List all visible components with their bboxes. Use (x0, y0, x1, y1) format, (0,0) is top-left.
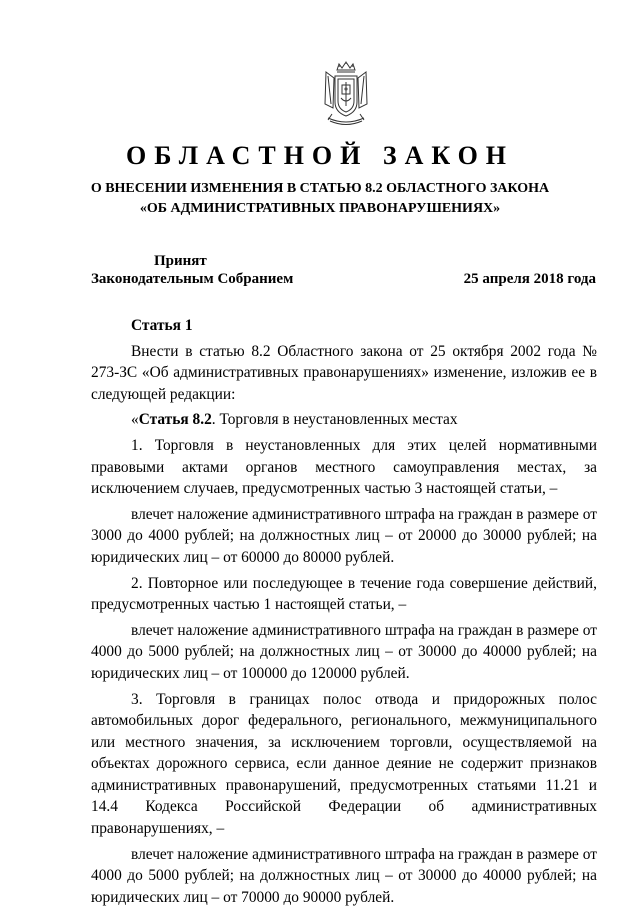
adopted-label: Принят (154, 253, 207, 269)
law-subtitle-line-2: «ОБ АДМИНИСТРАТИВНЫХ ПРАВОНАРУШЕНИЯХ» (139, 201, 501, 216)
paragraph-1: 1. Торговля в неустановленных для этих целей нормативными правовыми актами органов местного самоуправления местах, за исключением случаев, предусмотренных частью 3 настоящей статьи, – (91, 436, 597, 498)
article-1-heading: Статья 1 (131, 317, 193, 334)
paragraph-3: 3. Торговля в границах полос отвода и придорожных полос автомобильных дорог федерального, регионального, межмуниципального или местного значения, за исключением торговли, осуществляемой на объектах дорожного сервиса, если данное деяние не содержит признаков административных правонарушений, предусмотренных статьями 11.21 и 14.4 Кодекса Российской Федерации об административных правонарушениях, – (91, 690, 597, 838)
quote-open: « (131, 411, 139, 429)
penalty-paragraph-2: влечет наложение административного штрафа на граждан в размере от 4000 до 5000 рублей; на должностных лиц – от 30000 до 40000 рублей; на юридических лиц – от 100000 до 120000 рублей. (91, 621, 597, 682)
coat-of-arms-icon (320, 60, 372, 128)
adoption-date: 25 апреля 2018 года (463, 271, 596, 287)
law-title: ОБЛАСТНОЙ ЗАКОН (125, 141, 515, 170)
article-1-section (91, 315, 597, 908)
legislative-body: Законодательным Собранием (91, 271, 294, 287)
paragraph-2: 2. Повторное или последующее в течение года совершение действий, предусмотренных частью 1 настоящей статьи, – (91, 574, 597, 614)
new-article-title (91, 409, 597, 431)
new-article-title-text: . Торговля в неустановленных местах (211, 411, 458, 429)
new-article-label: Статья 8.2 (138, 411, 212, 429)
article-1-intro: Внести в статью 8.2 Областного закона от 25 октября 2002 года № 273-ЗС «Об административных правонарушениях» изменение, изложив ее в следующей редакции: (91, 342, 597, 403)
penalty-paragraph-3: влечет наложение административного штрафа на граждан в размере от 4000 до 5000 рублей; на должностных лиц – от 30000 до 40000 рублей; на юридических лиц – от 70000 до 90000 рублей. (91, 845, 597, 906)
penalty-paragraph-1: влечет наложение административного штрафа на граждан в размере от 3000 до 4000 рублей; на должностных лиц – от 20000 до 30000 рублей; на юридических лиц – от 60000 до 80000 рублей. (91, 505, 597, 566)
law-subtitle-line-1: О ВНЕСЕНИИ ИЗМЕНЕНИЯ В СТАТЬЮ 8.2 ОБЛАСТНОГО ЗАКОНА (90, 181, 550, 196)
